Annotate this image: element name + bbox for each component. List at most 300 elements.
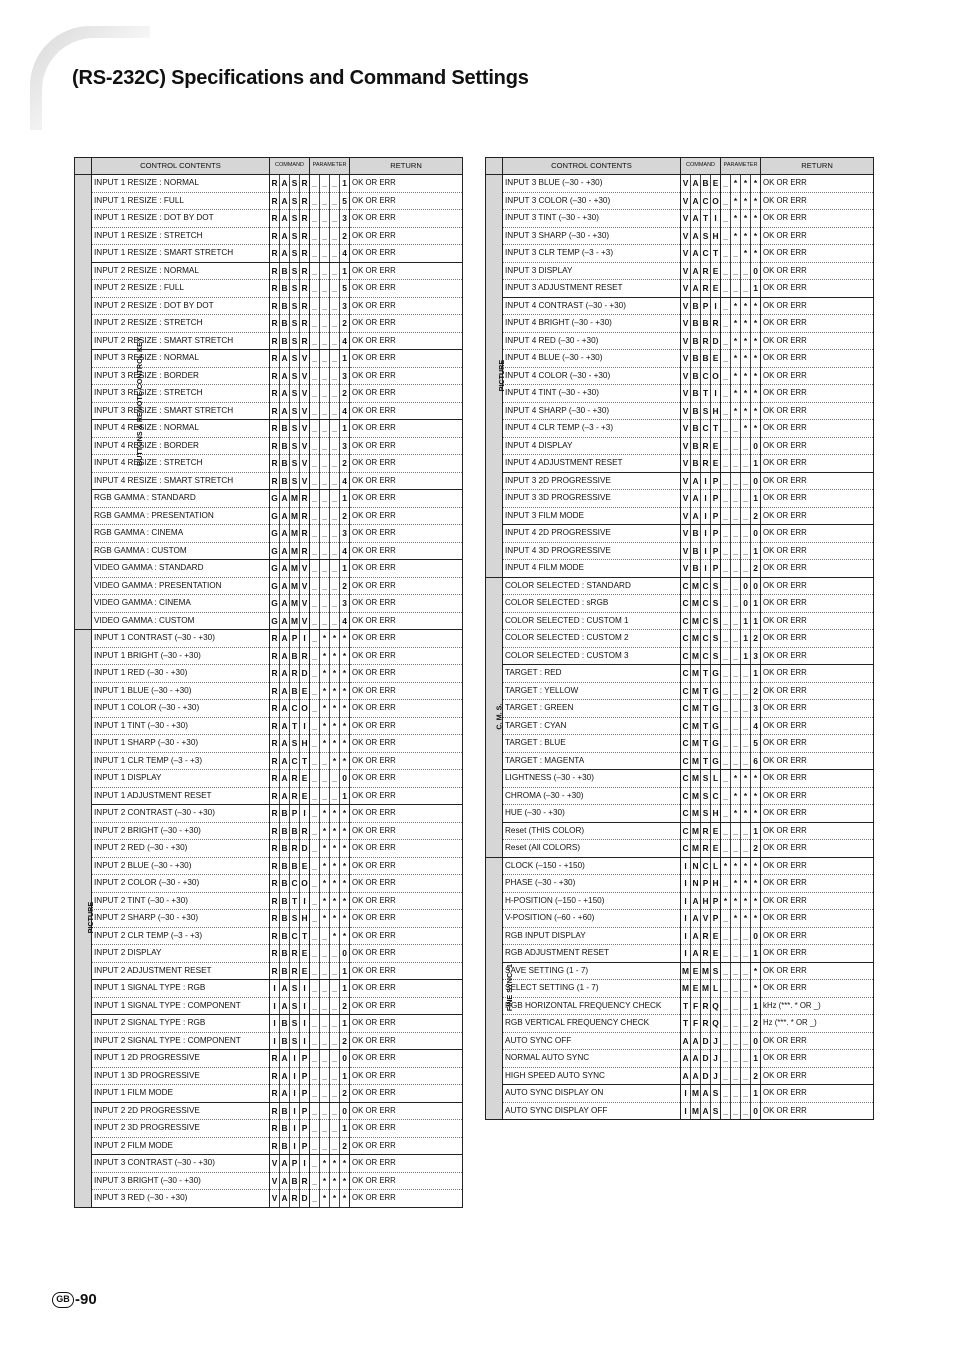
command-char-cell: T [290,892,300,910]
command-char-cell: M [691,630,701,648]
return-cell: OK OR ERR [761,332,874,350]
command-char-cell: A [280,630,290,648]
command-char-cell: O [300,700,310,718]
command-char-cell: R [701,945,711,963]
command-char-cell: T [681,1015,691,1033]
command-char-cell: R [270,735,280,753]
parameter-char-cell: * [340,1190,350,1208]
parameter-char-cell: * [731,787,741,805]
command-char-cell: A [280,542,290,560]
table-row [75,262,463,280]
parameter-char-cell: 2 [751,630,761,648]
command-char-cell: I [711,385,721,403]
parameter-char-cell: 1 [340,350,350,368]
return-cell: OK OR ERR [761,227,874,245]
command-char-cell: R [270,192,280,210]
command-char-cell: S [701,770,711,788]
parameter-char-cell: 5 [751,735,761,753]
parameter-char-cell: 1 [751,280,761,298]
command-char-cell: R [290,665,300,683]
page-number [52,1291,97,1308]
return-cell: OK OR ERR [761,630,874,648]
command-char-cell: S [711,1102,721,1120]
command-char-cell: T [300,752,310,770]
parameter-char-cell: * [330,805,340,823]
table-row [75,840,463,858]
control-contents-cell: RGB HORIZONTAL FREQUENCY CHECK [503,997,681,1015]
table-row [75,805,463,823]
command-char-cell: A [280,612,290,630]
parameter-char-cell: _ [330,315,340,333]
table-row [75,1015,463,1033]
control-contents-cell: INPUT 4 RESIZE : SMART STRETCH [92,472,270,490]
command-char-cell: D [701,1050,711,1068]
table-row [486,525,874,543]
command-char-cell: A [280,367,290,385]
parameter-char-cell: _ [721,1067,731,1085]
table-row [486,262,874,280]
command-char-cell: R [270,962,280,980]
parameter-char-cell: * [320,805,330,823]
return-cell: OK OR ERR [350,1172,463,1190]
command-char-cell: E [711,175,721,193]
table-row [75,227,463,245]
return-cell: OK OR ERR [761,980,874,998]
command-char-cell: S [290,1015,300,1033]
parameter-char-cell: _ [741,560,751,578]
command-char-cell: B [280,962,290,980]
parameter-char-cell: _ [741,945,751,963]
parameter-char-cell: _ [721,262,731,280]
parameter-char-cell: _ [310,840,320,858]
parameter-char-cell: _ [741,962,751,980]
table-row [486,577,874,595]
parameter-char-cell: _ [721,752,731,770]
parameter-char-cell: 1 [340,1067,350,1085]
parameter-char-cell: 0 [340,1102,350,1120]
return-cell: OK OR ERR [350,822,463,840]
command-char-cell: C [681,805,691,823]
parameter-char-cell: _ [310,945,320,963]
parameter-char-cell: 1 [751,665,761,683]
command-char-cell: B [280,262,290,280]
parameter-char-cell: _ [721,542,731,560]
control-contents-cell: INPUT 2 BLUE (–30 - +30) [92,857,270,875]
command-char-cell: Q [711,1015,721,1033]
parameter-char-cell: * [340,735,350,753]
parameter-char-cell: * [741,367,751,385]
table-row [486,787,874,805]
parameter-char-cell: _ [721,997,731,1015]
command-char-cell: R [270,945,280,963]
control-contents-cell: INPUT 4 ADJUSTMENT RESET [503,455,681,473]
parameter-char-cell: _ [310,297,320,315]
command-char-cell: H [711,402,721,420]
parameter-char-cell: * [330,752,340,770]
parameter-char-cell: _ [330,472,340,490]
table-row [75,1102,463,1120]
command-char-cell: R [270,770,280,788]
parameter-char-cell: * [330,857,340,875]
table-row [486,770,874,788]
parameter-char-cell: 0 [340,770,350,788]
parameter-char-cell: _ [721,455,731,473]
table-row [486,630,874,648]
command-char-cell: B [280,472,290,490]
command-char-cell: R [701,997,711,1015]
parameter-char-cell: _ [721,665,731,683]
parameter-char-cell: _ [721,1032,731,1050]
parameter-char-cell: * [741,420,751,438]
return-cell: OK OR ERR [350,1085,463,1103]
parameter-char-cell: _ [330,332,340,350]
control-contents-cell: INPUT 1 CLR TEMP (–3 - +3) [92,752,270,770]
parameter-char-cell: _ [310,525,320,543]
parameter-char-cell: * [330,682,340,700]
parameter-char-cell: 2 [340,997,350,1015]
parameter-char-cell: _ [741,700,751,718]
command-char-cell: T [701,385,711,403]
command-char-cell: B [691,455,701,473]
command-char-cell: A [280,192,290,210]
command-char-cell: A [280,1067,290,1085]
command-char-cell: M [290,612,300,630]
parameter-char-cell: _ [721,787,731,805]
control-contents-cell: INPUT 1 BLUE (–30 - +30) [92,682,270,700]
parameter-char-cell: _ [310,1155,320,1173]
command-char-cell: R [300,1172,310,1190]
command-char-cell: A [280,700,290,718]
command-char-cell: V [681,315,691,333]
parameter-char-cell: _ [330,490,340,508]
control-contents-cell: INPUT 3 2D PROGRESSIVE [503,472,681,490]
command-char-cell: M [691,717,701,735]
parameter-char-cell: _ [731,665,741,683]
command-char-cell: R [270,175,280,193]
parameter-char-cell: _ [721,525,731,543]
command-char-cell: A [280,175,290,193]
language-badge: GB [52,1292,74,1308]
parameter-char-cell: _ [721,280,731,298]
command-char-cell: P [711,910,721,928]
control-contents-cell: INPUT 4 BRIGHT (–30 - +30) [503,315,681,333]
command-char-cell: S [701,227,711,245]
parameter-char-cell: _ [310,350,320,368]
return-cell: OK OR ERR [761,175,874,193]
command-char-cell: A [280,507,290,525]
parameter-char-cell: _ [330,612,340,630]
parameter-char-cell: _ [310,857,320,875]
parameter-char-cell: _ [741,472,751,490]
return-cell: OK OR ERR [350,1190,463,1208]
command-char-cell: R [270,700,280,718]
return-cell: OK OR ERR [350,875,463,893]
control-contents-cell: INPUT 3 RED (–30 - +30) [92,1190,270,1208]
command-char-cell: B [280,927,290,945]
return-cell: OK OR ERR [761,612,874,630]
control-contents-cell: AUTO SYNC DISPLAY ON [503,1085,681,1103]
return-cell: OK OR ERR [350,262,463,280]
parameter-char-cell: * [340,630,350,648]
command-char-cell: B [280,1137,290,1155]
parameter-char-cell: 1 [741,647,751,665]
command-char-cell: A [280,1190,290,1208]
parameter-char-cell: * [340,805,350,823]
command-char-cell: A [280,717,290,735]
command-char-cell: A [681,1067,691,1085]
parameter-char-cell: _ [731,612,741,630]
command-char-cell: I [681,1085,691,1103]
section-label [486,175,507,578]
parameter-char-cell: * [340,857,350,875]
return-cell: OK OR ERR [761,822,874,840]
parameter-char-cell: _ [330,402,340,420]
parameter-char-cell: _ [721,980,731,998]
return-cell: OK OR ERR [350,437,463,455]
command-char-cell: T [701,717,711,735]
table-row [75,1190,463,1208]
parameter-char-cell: * [340,822,350,840]
command-char-cell: B [280,805,290,823]
command-char-cell: S [290,980,300,998]
parameter-char-cell: * [330,840,340,858]
parameter-char-cell: * [741,315,751,333]
table-row [486,595,874,613]
table-row [486,227,874,245]
header-corner [75,158,92,175]
command-char-cell: B [691,420,701,438]
control-contents-cell: INPUT 3 BRIGHT (–30 - +30) [92,1172,270,1190]
command-char-cell: R [270,1102,280,1120]
command-char-cell: P [701,297,711,315]
table-row [486,507,874,525]
parameter-char-cell: _ [310,577,320,595]
command-char-cell: I [701,490,711,508]
return-cell: OK OR ERR [350,280,463,298]
command-char-cell: L [711,980,721,998]
table-row [486,315,874,333]
parameter-char-cell: 1 [741,612,751,630]
command-char-cell: E [691,980,701,998]
control-contents-cell: COLOR SELECTED : CUSTOM 2 [503,630,681,648]
parameter-char-cell: _ [330,437,340,455]
parameter-char-cell: _ [731,490,741,508]
parameter-char-cell: * [340,1172,350,1190]
command-char-cell: S [290,280,300,298]
command-char-cell: R [270,857,280,875]
command-char-cell: I [290,1137,300,1155]
parameter-char-cell: _ [320,385,330,403]
return-cell: OK OR ERR [761,542,874,560]
table-row [75,875,463,893]
command-char-cell: A [280,525,290,543]
command-char-cell: R [300,175,310,193]
return-cell: OK OR ERR [350,997,463,1015]
control-contents-cell: CHROMA (–30 - +30) [503,787,681,805]
table-row [486,980,874,998]
command-char-cell: I [300,892,310,910]
parameter-char-cell: * [330,1172,340,1190]
control-contents-cell: V-POSITION (–60 - +60) [503,910,681,928]
command-char-cell: V [300,402,310,420]
command-char-cell: B [691,315,701,333]
parameter-char-cell: _ [721,437,731,455]
parameter-char-cell: _ [741,997,751,1015]
command-char-cell: C [701,367,711,385]
command-char-cell: V [681,332,691,350]
table-row [486,927,874,945]
command-char-cell: S [290,385,300,403]
parameter-char-cell: 0 [751,525,761,543]
parameter-char-cell: _ [731,507,741,525]
command-char-cell: M [691,840,701,858]
parameter-char-cell: _ [721,770,731,788]
command-char-cell: B [701,175,711,193]
parameter-char-cell: * [741,787,751,805]
table-row [75,420,463,438]
parameter-char-cell: _ [731,455,741,473]
command-char-cell: R [270,437,280,455]
control-contents-cell: Reset (All COLORS) [503,840,681,858]
table-row [75,700,463,718]
parameter-char-cell: * [330,1190,340,1208]
command-char-cell: P [290,1155,300,1173]
parameter-char-cell: _ [731,1067,741,1085]
command-char-cell: A [691,192,701,210]
parameter-char-cell: _ [310,752,320,770]
command-char-cell: S [290,210,300,228]
control-contents-cell: INPUT 1 SIGNAL TYPE : RGB [92,980,270,998]
parameter-char-cell: _ [721,612,731,630]
parameter-char-cell: _ [721,315,731,333]
return-cell: OK OR ERR [350,980,463,998]
table-row [486,350,874,368]
return-cell: OK OR ERR [761,752,874,770]
command-char-cell: S [711,612,721,630]
parameter-char-cell: _ [721,420,731,438]
return-cell: OK OR ERR [350,892,463,910]
parameter-char-cell: * [320,1172,330,1190]
command-char-cell: I [270,1032,280,1050]
command-char-cell: O [300,875,310,893]
parameter-char-cell: _ [310,647,320,665]
header-control-contents: CONTROL CONTENTS [92,158,270,175]
control-contents-cell: TARGET : YELLOW [503,682,681,700]
parameter-char-cell: _ [330,980,340,998]
section-label [75,630,96,1208]
command-char-cell: A [280,735,290,753]
control-contents-cell: HIGH SPEED AUTO SYNC [503,1067,681,1085]
parameter-char-cell: _ [310,892,320,910]
command-char-cell: G [270,542,280,560]
parameter-char-cell: _ [721,192,731,210]
control-contents-cell: INPUT 4 3D PROGRESSIVE [503,542,681,560]
parameter-char-cell: * [330,927,340,945]
table-row [486,1085,874,1103]
command-char-cell: G [711,717,721,735]
parameter-char-cell: _ [721,560,731,578]
table-row [75,280,463,298]
parameter-char-cell: * [320,892,330,910]
control-contents-cell: INPUT 4 FILM MODE [503,560,681,578]
command-char-cell: E [300,945,310,963]
command-char-cell: V [681,455,691,473]
command-char-cell: B [691,332,701,350]
parameter-char-cell: _ [320,542,330,560]
parameter-char-cell: _ [731,1050,741,1068]
command-char-cell: D [300,840,310,858]
control-contents-cell: INPUT 2 SIGNAL TYPE : COMPONENT [92,1032,270,1050]
command-char-cell: S [290,350,300,368]
table-row [75,682,463,700]
parameter-char-cell: * [330,717,340,735]
table-row [75,997,463,1015]
command-char-cell: P [711,892,721,910]
parameter-char-cell: _ [731,1032,741,1050]
parameter-char-cell: _ [721,385,731,403]
command-char-cell: A [701,1102,711,1120]
command-char-cell: G [270,577,280,595]
parameter-char-cell: * [741,385,751,403]
command-char-cell: T [290,717,300,735]
command-char-cell: R [270,1050,280,1068]
parameter-char-cell: * [320,647,330,665]
parameter-char-cell: _ [310,245,320,263]
command-char-cell: V [300,437,310,455]
command-char-cell: C [290,927,300,945]
parameter-char-cell: _ [741,980,751,998]
return-cell: OK OR ERR [761,577,874,595]
parameter-char-cell: _ [310,1015,320,1033]
command-char-cell: I [300,805,310,823]
parameter-char-cell: _ [731,962,741,980]
command-char-cell: T [701,735,711,753]
command-char-cell: V [300,385,310,403]
control-contents-cell: INPUT 1 RESIZE : FULL [92,192,270,210]
parameter-char-cell: _ [310,682,320,700]
command-char-cell: R [270,315,280,333]
section-label-text: BUTTONS & REMOTE CONTROL KEY [134,337,144,466]
command-char-cell: C [681,577,691,595]
table-row [486,910,874,928]
command-char-cell: S [290,262,300,280]
parameter-char-cell: _ [721,682,731,700]
command-char-cell: P [300,1085,310,1103]
parameter-char-cell: 1 [340,560,350,578]
parameter-char-cell: _ [310,210,320,228]
command-char-cell: E [711,945,721,963]
command-char-cell: R [701,332,711,350]
command-char-cell: T [300,927,310,945]
parameter-char-cell: _ [741,822,751,840]
section-label-text: FINE SYNC *1 [504,964,514,1012]
parameter-char-cell: _ [310,822,320,840]
command-char-cell: E [711,280,721,298]
table-row [75,402,463,420]
return-cell: OK OR ERR [350,525,463,543]
parameter-char-cell: _ [721,927,731,945]
command-char-cell: J [711,1050,721,1068]
command-char-cell: A [691,280,701,298]
control-contents-cell: VIDEO GAMMA : STANDARD [92,560,270,578]
command-char-cell: G [270,612,280,630]
command-char-cell: A [280,997,290,1015]
command-char-cell: A [681,1032,691,1050]
parameter-char-cell: * [731,875,741,893]
command-char-cell: C [681,735,691,753]
command-char-cell: V [270,1155,280,1173]
parameter-char-cell: _ [330,525,340,543]
